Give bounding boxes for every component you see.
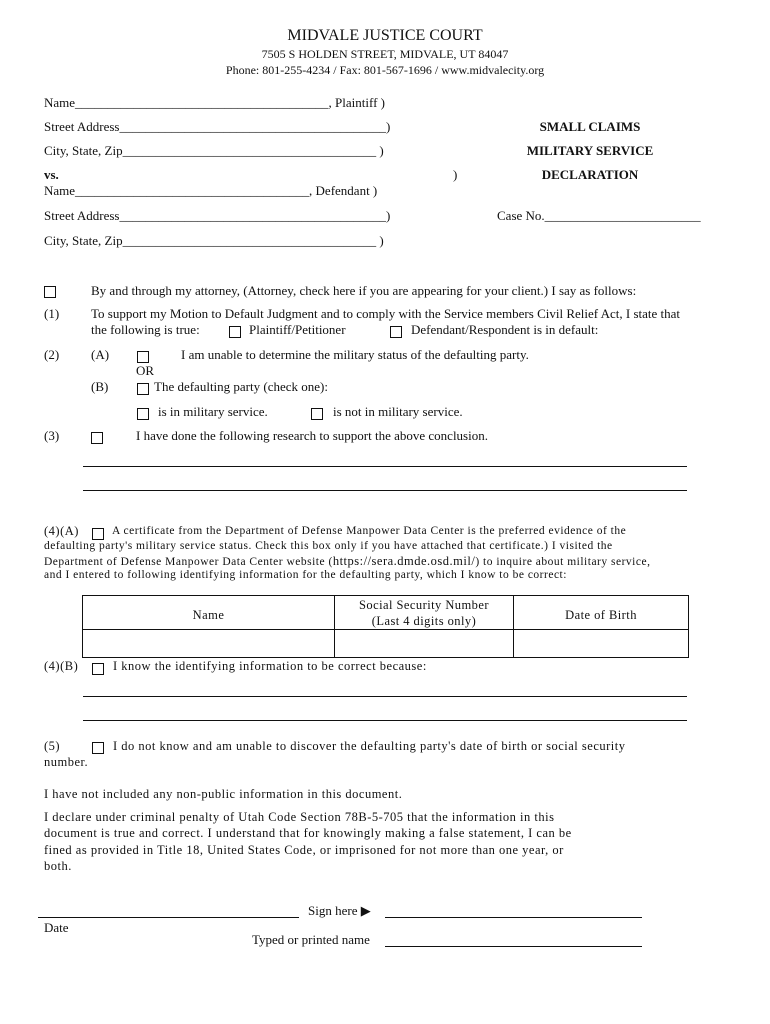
ssn-cell[interactable] <box>335 630 514 658</box>
plaintiff-option-label: Plaintiff/Petitioner <box>249 322 346 337</box>
item-4a-line3: Department of Defense Manpower Data Center website (https://sera.dmde.osd.mil/) to inquire about military service, <box>44 554 651 568</box>
name-cell[interactable] <box>83 630 335 658</box>
ssn-column-header: Social Security Number (Last 4 digits only) <box>335 596 514 630</box>
dmdc-url-link[interactable]: https://sera.dmde.osd.mil/ <box>332 554 476 568</box>
defendant-checkbox[interactable] <box>390 326 402 338</box>
defendant-street-field[interactable]: Street Address_________________________________________) <box>44 208 391 223</box>
item-4a-line4: and I entered to following identifying information for the defaulting party, which I know to be correct: <box>44 569 567 581</box>
form-title-line1: SMALL CLAIMS <box>539 119 641 134</box>
not-in-military-label: is not in military service. <box>333 404 463 419</box>
intro-text: By and through my attorney, (Attorney, check here if you are appearing for your client.) I say as follows: <box>91 283 637 298</box>
declaration-line3: fined as provided in Title 18, United States Code, or imprisoned for not more than one year, or <box>44 843 564 857</box>
date-label: Date <box>44 920 69 935</box>
typed-name-label: Typed or printed name <box>252 932 370 947</box>
defendant-name-field[interactable]: Name____________________________________, Defendant ) <box>44 183 378 198</box>
typed-name-line[interactable] <box>385 946 642 947</box>
item-3-text: I have done the following research to support the above conclusion. <box>136 428 488 443</box>
declaration-line4: both. <box>44 859 72 873</box>
dob-cell[interactable] <box>514 630 689 658</box>
item-5-label: (5) <box>44 739 61 753</box>
item-4a-line1: A certificate from the Department of Defense Manpower Data Center is the preferred evidence of the <box>112 525 627 537</box>
know-info-checkbox[interactable] <box>92 663 104 675</box>
declaration-line2: document is true and correct. I understand that for knowingly making a false statement, I can be <box>44 826 572 840</box>
item-4b-text: I know the identifying information to be correct because: <box>113 659 427 673</box>
declaration-line1: I declare under criminal penalty of Utah Code Section 78B-5-705 that the information in this <box>44 810 555 824</box>
item-4a-label: (4)(A) <box>44 524 79 538</box>
in-military-label: is in military service. <box>158 404 268 419</box>
item-1-line1: To support my Motion to Default Judgment and to comply with the Service members Civil Relief Act, I state that <box>91 306 681 321</box>
item-2a-text: I am unable to determine the military status of the defaulting party. <box>181 347 529 362</box>
reason-line-1[interactable] <box>83 696 687 697</box>
research-line-2[interactable] <box>83 490 687 491</box>
item-1-number: (1) <box>44 306 60 321</box>
dob-column-header: Date of Birth <box>514 596 689 630</box>
item-3-number: (3) <box>44 428 60 443</box>
item-2a-label: (A) <box>91 347 110 362</box>
item-4b-label: (4)(B) <box>44 659 79 673</box>
item-5-line1: I do not know and am unable to discover the defaulting party's date of birth or social security <box>113 739 626 753</box>
item-1-line2: the following is true: <box>91 322 200 337</box>
item-5-line2: number. <box>44 755 89 769</box>
research-checkbox[interactable] <box>91 432 103 444</box>
identifying-info-table <box>82 595 689 658</box>
defendant-city-field[interactable]: City, State, Zip_______________________________________ ) <box>44 233 384 248</box>
plaintiff-street-field[interactable]: Street Address_________________________________________) <box>44 119 391 134</box>
court-address: 7505 S HOLDEN STREET, MIDVALE, UT 84047 <box>261 47 509 61</box>
plaintiff-city-field[interactable]: City, State, Zip_______________________________________ ) <box>44 143 384 158</box>
in-military-checkbox[interactable] <box>137 408 149 420</box>
name-column-header: Name <box>83 596 335 630</box>
court-name: MIDVALE JUSTICE COURT <box>287 27 483 44</box>
research-line-1[interactable] <box>83 466 687 467</box>
case-number-field[interactable]: Case No.________________________ <box>497 208 701 223</box>
item-2-number: (2) <box>44 347 60 362</box>
date-line[interactable] <box>38 917 299 918</box>
signature-line[interactable] <box>385 917 642 918</box>
item-2b-text: The defaulting party (check one): <box>154 379 328 394</box>
defaulting-party-checkbox[interactable] <box>137 383 149 395</box>
or-label: OR <box>136 363 155 378</box>
not-in-military-checkbox[interactable] <box>311 408 323 420</box>
form-title-line2: MILITARY SERVICE <box>526 143 654 158</box>
plaintiff-checkbox[interactable] <box>229 326 241 338</box>
item-4a-line2: defaulting party's military service status. Check this box only if you have attached that certificate.) I visited the <box>44 540 613 552</box>
certificate-checkbox[interactable] <box>92 528 104 540</box>
defendant-option-label: Defendant/Respondent is in default: <box>411 322 599 337</box>
unknown-info-checkbox[interactable] <box>92 742 104 754</box>
court-contact: Phone: 801-255-4234 / Fax: 801-567-1696 / www.midvalecity.org <box>225 63 545 77</box>
sign-here-label: Sign here ▶ <box>308 903 371 918</box>
reason-line-2[interactable] <box>83 720 687 721</box>
plaintiff-name-field[interactable]: Name_______________________________________, Plaintiff ) <box>44 95 385 110</box>
form-title-line3: DECLARATION <box>541 167 639 182</box>
nonpublic-statement: I have not included any non-public information in this document. <box>44 787 403 801</box>
versus-paren: ) <box>453 167 458 182</box>
unable-determine-checkbox[interactable] <box>137 351 149 363</box>
attorney-checkbox[interactable] <box>44 286 56 298</box>
versus-label: vs. <box>44 167 59 182</box>
item-2b-label: (B) <box>91 379 109 394</box>
